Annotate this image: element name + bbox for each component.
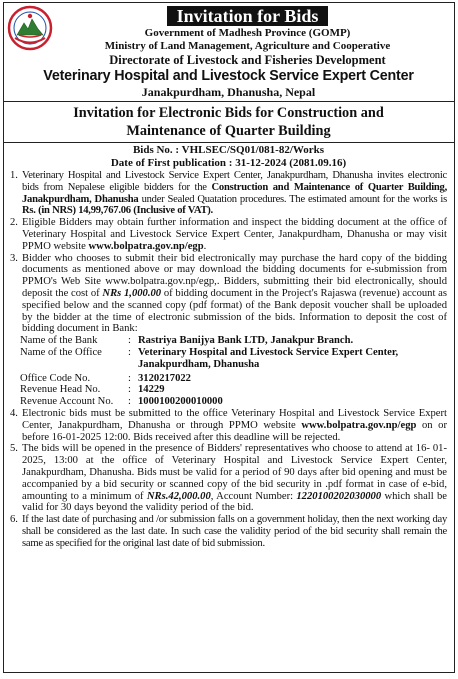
directorate-name: Directorate of Livestock and Fisheries Development	[109, 53, 386, 67]
organization-name: Veterinary Hospital and Livestock Service Expert Center	[43, 68, 414, 84]
bid-notice	[3, 2, 455, 673]
notice-item-6: 6. If the last date of purchasing and /or submission falls on a government holiday, then the next working day shall be considered as the last date. In such case the validity period of the bid security shall remain the same as specified for the original last date of bid submission.	[10, 514, 447, 549]
notice-title-line-2: Maintenance of Quarter Building	[126, 123, 331, 139]
organization-address: Janakpurdham, Dhanusha, Nepal	[141, 85, 316, 99]
notice-item-2: 2. Eligible Bidders may obtain further information and inspect the bidding document at the office of Veterinary Hospital and Livestock Service Expert Center, Janakpurdham, Dhanusha or may visit PPMO website www.bolpatra.gov.np/egp.	[10, 217, 447, 252]
office-name-row: Name of the Office : Veterinary Hospital and Livestock Service Expert Center, Janakpurdham, Dhanusha	[20, 346, 399, 370]
government-name: Government of Madhesh Province (GOMP)	[144, 27, 351, 39]
notice-item-5: 5. The bids will be opened in the presence of Bidders' representatives who choose to attend at 16- 01-2025, 13:00 at the office of Veterinary Hospital and Livestock Service Expert Center, Janakpurdham, Dhanusha. Bids must be valid for a period of 90 days after bid opening and must be accompanied by a bid security or scanned copy of the bid security in .pdf format in case of e-bid, amounting to a minimum of NRs.42,000.00, Account Number: 1220100202030000 which shall be valid for 30 days beyond the validity period of the bid.	[10, 443, 447, 514]
ministry-name: Ministry of Land Management, Agriculture and Cooperative	[104, 40, 391, 52]
bank-details	[20, 335, 447, 408]
notice-item-3: 3. Bidder who chooses to submit their bid electronically may purchase the hard copy of the bidding documents as mentioned above or may download the bidding documents for e-submission from PPMO's Web Site www.bolpatra.gov.np/egp,. Bidders, submitting their bid electronically, should deposit the cost of NRs 1,000.00 of bidding document in the Project's Rajaswa (revenue) account as specified below and the scanned copy (pdf format) of the Bank deposit voucher shall be uploaded by the bidder at the time of electronic submission of the bids. Information to deposit the cost of bidding document in Bank:	[10, 252, 447, 335]
notice-title-line-1: Invitation for Electronic Bids for Construction and	[73, 105, 384, 121]
notice-items	[10, 170, 447, 550]
office-code-row: Office Code No. : 3120217022	[20, 372, 191, 384]
ppmo-link[interactable]: www.bolpatra.gov.np/egp	[301, 419, 417, 431]
bank-name-row: Name of the Bank : Rastriya Banijya Bank LTD, Janakpur Branch.	[20, 335, 354, 347]
bid-number: Bids No. : VHLSEC/SQ01/081-82/Works	[132, 144, 325, 156]
divider	[4, 142, 454, 143]
notice-item-4: 4. Electronic bids must be submitted to the office Veterinary Hospital and Livestock Service Expert Center, Janakpurdham, Dhanusha or through PPMO website www.bolpatra.gov.np/egp on or before 16-01-2025 12:00. Bids received after this deadline will be rejected.	[10, 407, 447, 443]
divider	[4, 101, 454, 102]
revenue-head-row: Revenue Head No. : 14229	[20, 384, 165, 396]
notice-title	[10, 104, 447, 140]
notice-item-1: 1. Veterinary Hospital and Livestock Service Expert Center, Janakpurdham, Dhanusha invites electronic bids from Nepalese eligible bidders for the Construction and Maintenance of Quarter Building, Janakpurdham, Dhanusha under Sealed Quatation procedures. The estimated amount for the works is Rs. (in NRS) 14,99,767.06 (Inclusive of VAT).	[10, 170, 448, 217]
nepal-government-emblem-icon	[7, 5, 53, 51]
revenue-account-row: Revenue Account No. : 1000100200010000	[20, 396, 223, 408]
ppmo-link[interactable]: www.bolpatra.gov.np/egp	[88, 240, 204, 252]
first-publication-date: Date of First publication : 31-12-2024 (2081.09.16)	[110, 156, 347, 169]
banner-title: Invitation for Bids	[167, 6, 329, 26]
